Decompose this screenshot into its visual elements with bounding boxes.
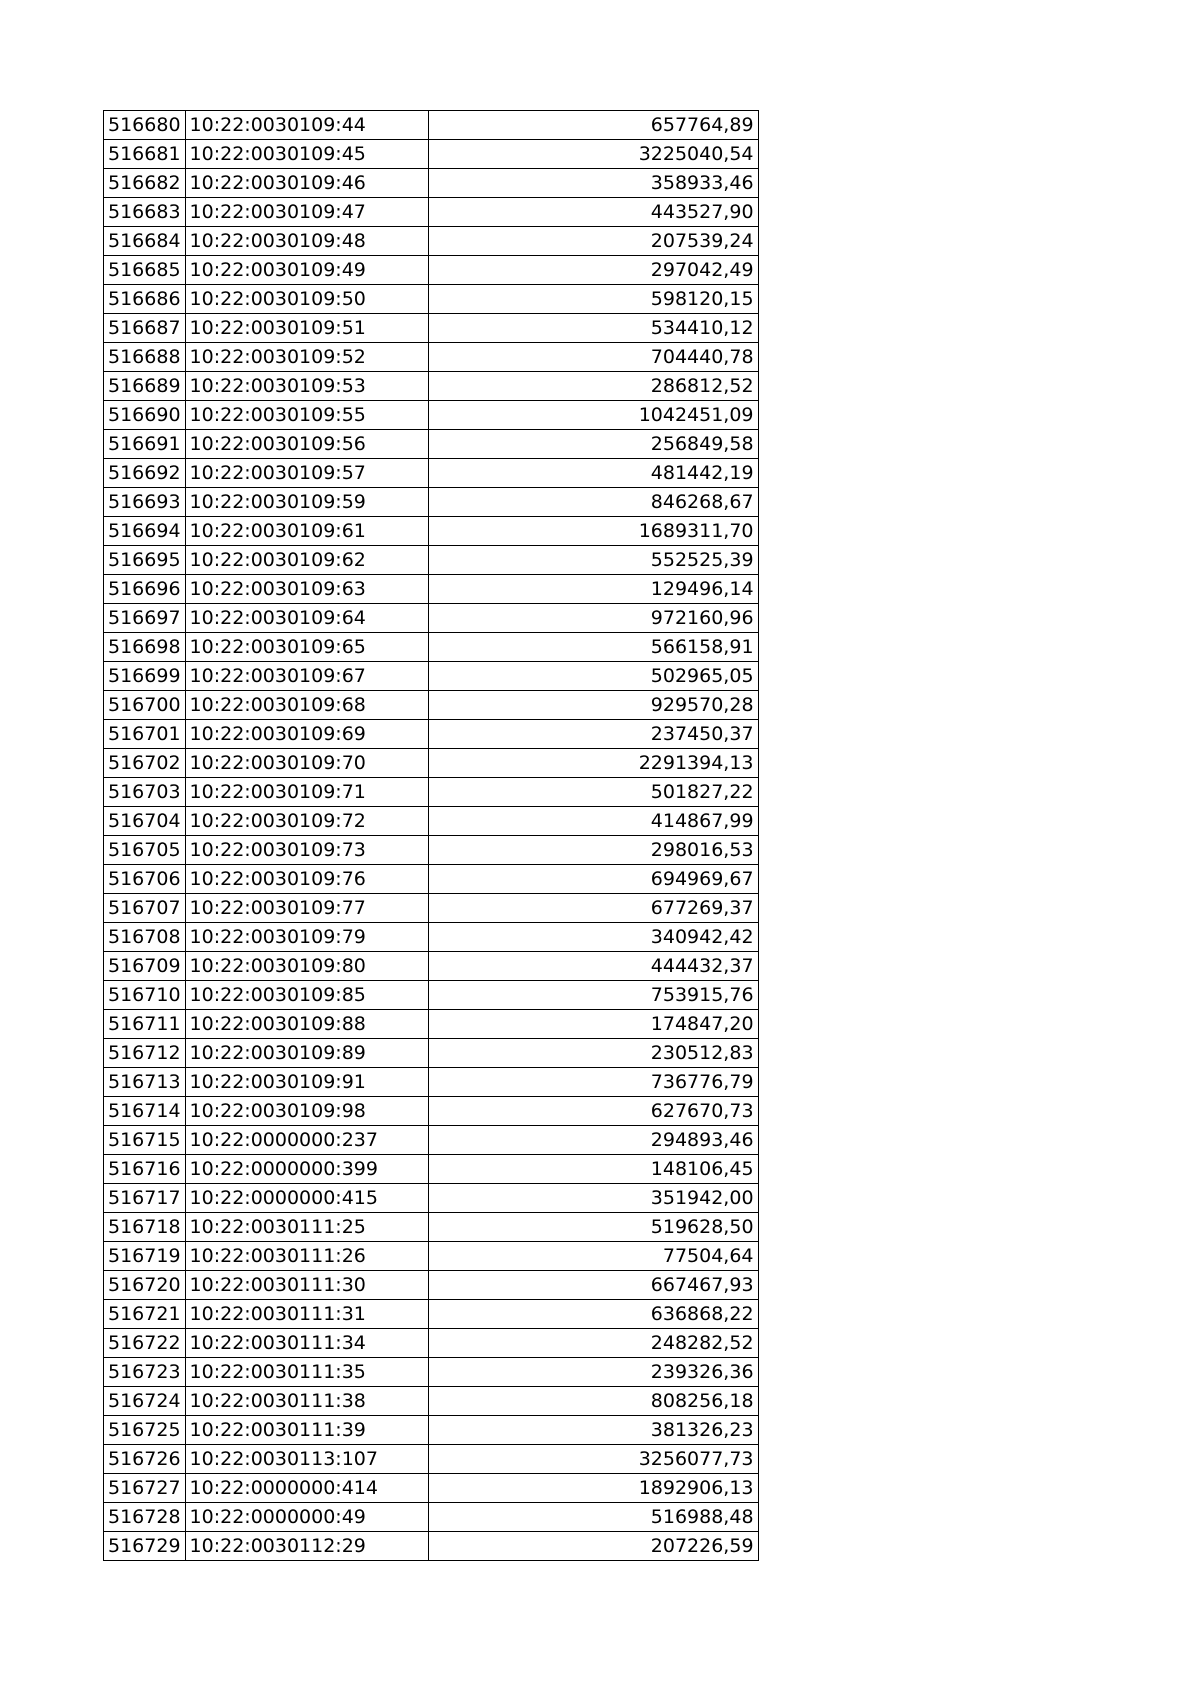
row-id-cell: 516704 [104, 807, 186, 836]
table-row [104, 1503, 759, 1532]
cadastral-number-cell: 10:22:0030109:69 [185, 720, 428, 749]
value-cell: 298016,53 [428, 836, 758, 865]
table-row [104, 372, 759, 401]
value-cell: 294893,46 [428, 1126, 758, 1155]
cadastral-number-cell: 10:22:0030109:98 [185, 1097, 428, 1126]
table-row [104, 546, 759, 575]
value-cell: 736776,79 [428, 1068, 758, 1097]
cadastral-number-cell: 10:22:0030109:76 [185, 865, 428, 894]
value-cell: 237450,37 [428, 720, 758, 749]
table-row [104, 459, 759, 488]
row-id-cell: 516723 [104, 1358, 186, 1387]
row-id-cell: 516706 [104, 865, 186, 894]
value-cell: 1689311,70 [428, 517, 758, 546]
value-cell: 351942,00 [428, 1184, 758, 1213]
value-cell: 481442,19 [428, 459, 758, 488]
cadastral-number-cell: 10:22:0030109:64 [185, 604, 428, 633]
row-id-cell: 516703 [104, 778, 186, 807]
value-cell: 502965,05 [428, 662, 758, 691]
table-row [104, 923, 759, 952]
table-row [104, 1126, 759, 1155]
value-cell: 381326,23 [428, 1416, 758, 1445]
table-row [104, 865, 759, 894]
row-id-cell: 516681 [104, 140, 186, 169]
data-table [103, 110, 759, 1561]
table-row [104, 691, 759, 720]
table-row [104, 1213, 759, 1242]
cadastral-number-cell: 10:22:0000000:237 [185, 1126, 428, 1155]
value-cell: 534410,12 [428, 314, 758, 343]
table-row [104, 314, 759, 343]
value-cell: 129496,14 [428, 575, 758, 604]
value-cell: 519628,50 [428, 1213, 758, 1242]
value-cell: 286812,52 [428, 372, 758, 401]
cadastral-number-cell: 10:22:0030109:55 [185, 401, 428, 430]
cadastral-number-cell: 10:22:0030109:50 [185, 285, 428, 314]
cadastral-number-cell: 10:22:0030109:68 [185, 691, 428, 720]
value-cell: 230512,83 [428, 1039, 758, 1068]
cadastral-number-cell: 10:22:0030109:80 [185, 952, 428, 981]
table-row [104, 1242, 759, 1271]
value-cell: 297042,49 [428, 256, 758, 285]
value-cell: 704440,78 [428, 343, 758, 372]
table-row [104, 778, 759, 807]
row-id-cell: 516691 [104, 430, 186, 459]
table-row [104, 981, 759, 1010]
row-id-cell: 516716 [104, 1155, 186, 1184]
cadastral-number-cell: 10:22:0030109:73 [185, 836, 428, 865]
row-id-cell: 516712 [104, 1039, 186, 1068]
row-id-cell: 516694 [104, 517, 186, 546]
cadastral-number-cell: 10:22:0030111:30 [185, 1271, 428, 1300]
cadastral-number-cell: 10:22:0030109:61 [185, 517, 428, 546]
row-id-cell: 516728 [104, 1503, 186, 1532]
cadastral-number-cell: 10:22:0030109:65 [185, 633, 428, 662]
table-row [104, 1097, 759, 1126]
row-id-cell: 516693 [104, 488, 186, 517]
value-cell: 174847,20 [428, 1010, 758, 1039]
table-row [104, 517, 759, 546]
cadastral-number-cell: 10:22:0030111:31 [185, 1300, 428, 1329]
value-cell: 627670,73 [428, 1097, 758, 1126]
table-row [104, 836, 759, 865]
value-cell: 248282,52 [428, 1329, 758, 1358]
cadastral-number-cell: 10:22:0030109:71 [185, 778, 428, 807]
cadastral-number-cell: 10:22:0030109:88 [185, 1010, 428, 1039]
cadastral-number-cell: 10:22:0000000:399 [185, 1155, 428, 1184]
value-cell: 657764,89 [428, 111, 758, 140]
table-body [104, 111, 759, 1561]
value-cell: 667467,93 [428, 1271, 758, 1300]
table-row [104, 1300, 759, 1329]
row-id-cell: 516711 [104, 1010, 186, 1039]
table-row [104, 169, 759, 198]
value-cell: 207539,24 [428, 227, 758, 256]
table-row [104, 227, 759, 256]
table-row [104, 1271, 759, 1300]
row-id-cell: 516724 [104, 1387, 186, 1416]
table-row [104, 1474, 759, 1503]
cadastral-number-cell: 10:22:0030111:38 [185, 1387, 428, 1416]
table-row [104, 401, 759, 430]
row-id-cell: 516696 [104, 575, 186, 604]
value-cell: 340942,42 [428, 923, 758, 952]
table-row [104, 140, 759, 169]
cadastral-number-cell: 10:22:0030111:26 [185, 1242, 428, 1271]
row-id-cell: 516686 [104, 285, 186, 314]
cadastral-number-cell: 10:22:0030109:56 [185, 430, 428, 459]
row-id-cell: 516713 [104, 1068, 186, 1097]
table-row [104, 894, 759, 923]
row-id-cell: 516685 [104, 256, 186, 285]
table-row [104, 198, 759, 227]
table-row [104, 430, 759, 459]
value-cell: 566158,91 [428, 633, 758, 662]
value-cell: 414867,99 [428, 807, 758, 836]
row-id-cell: 516718 [104, 1213, 186, 1242]
cadastral-number-cell: 10:22:0030109:44 [185, 111, 428, 140]
table-row [104, 1184, 759, 1213]
cadastral-number-cell: 10:22:0030109:46 [185, 169, 428, 198]
value-cell: 3225040,54 [428, 140, 758, 169]
row-id-cell: 516729 [104, 1532, 186, 1561]
value-cell: 444432,37 [428, 952, 758, 981]
row-id-cell: 516705 [104, 836, 186, 865]
table-row [104, 662, 759, 691]
value-cell: 598120,15 [428, 285, 758, 314]
value-cell: 2291394,13 [428, 749, 758, 778]
row-id-cell: 516702 [104, 749, 186, 778]
value-cell: 516988,48 [428, 1503, 758, 1532]
row-id-cell: 516701 [104, 720, 186, 749]
row-id-cell: 516692 [104, 459, 186, 488]
value-cell: 256849,58 [428, 430, 758, 459]
value-cell: 677269,37 [428, 894, 758, 923]
cadastral-number-cell: 10:22:0030109:52 [185, 343, 428, 372]
value-cell: 501827,22 [428, 778, 758, 807]
table-row [104, 807, 759, 836]
table-row [104, 1387, 759, 1416]
row-id-cell: 516688 [104, 343, 186, 372]
row-id-cell: 516710 [104, 981, 186, 1010]
cadastral-number-cell: 10:22:0030109:85 [185, 981, 428, 1010]
table-row [104, 343, 759, 372]
table-row [104, 1358, 759, 1387]
row-id-cell: 516682 [104, 169, 186, 198]
row-id-cell: 516715 [104, 1126, 186, 1155]
row-id-cell: 516722 [104, 1329, 186, 1358]
value-cell: 846268,67 [428, 488, 758, 517]
table-row [104, 952, 759, 981]
value-cell: 694969,67 [428, 865, 758, 894]
cadastral-number-cell: 10:22:0030109:91 [185, 1068, 428, 1097]
cadastral-number-cell: 10:22:0030109:49 [185, 256, 428, 285]
table-row [104, 749, 759, 778]
value-cell: 443527,90 [428, 198, 758, 227]
cadastral-number-cell: 10:22:0030109:79 [185, 923, 428, 952]
cadastral-number-cell: 10:22:0030109:67 [185, 662, 428, 691]
row-id-cell: 516687 [104, 314, 186, 343]
cadastral-number-cell: 10:22:0030109:72 [185, 807, 428, 836]
cadastral-number-cell: 10:22:0000000:415 [185, 1184, 428, 1213]
value-cell: 1892906,13 [428, 1474, 758, 1503]
value-cell: 636868,22 [428, 1300, 758, 1329]
row-id-cell: 516698 [104, 633, 186, 662]
value-cell: 148106,45 [428, 1155, 758, 1184]
table-row [104, 1445, 759, 1474]
cadastral-number-cell: 10:22:0030109:57 [185, 459, 428, 488]
row-id-cell: 516689 [104, 372, 186, 401]
table-row [104, 1068, 759, 1097]
cadastral-number-cell: 10:22:0030111:35 [185, 1358, 428, 1387]
value-cell: 3256077,73 [428, 1445, 758, 1474]
row-id-cell: 516717 [104, 1184, 186, 1213]
row-id-cell: 516684 [104, 227, 186, 256]
row-id-cell: 516683 [104, 198, 186, 227]
row-id-cell: 516699 [104, 662, 186, 691]
cadastral-number-cell: 10:22:0030109:47 [185, 198, 428, 227]
table-row [104, 575, 759, 604]
row-id-cell: 516707 [104, 894, 186, 923]
cadastral-number-cell: 10:22:0030109:45 [185, 140, 428, 169]
row-id-cell: 516721 [104, 1300, 186, 1329]
cadastral-number-cell: 10:22:0000000:49 [185, 1503, 428, 1532]
value-cell: 207226,59 [428, 1532, 758, 1561]
table-row [104, 1532, 759, 1561]
value-cell: 753915,76 [428, 981, 758, 1010]
value-cell: 239326,36 [428, 1358, 758, 1387]
cadastral-number-cell: 10:22:0030109:51 [185, 314, 428, 343]
row-id-cell: 516714 [104, 1097, 186, 1126]
table-row [104, 1010, 759, 1039]
value-cell: 972160,96 [428, 604, 758, 633]
value-cell: 552525,39 [428, 546, 758, 575]
table-row [104, 285, 759, 314]
row-id-cell: 516726 [104, 1445, 186, 1474]
cadastral-number-cell: 10:22:0030109:63 [185, 575, 428, 604]
value-cell: 929570,28 [428, 691, 758, 720]
cadastral-number-cell: 10:22:0030112:29 [185, 1532, 428, 1561]
cadastral-number-cell: 10:22:0030111:39 [185, 1416, 428, 1445]
table-row [104, 111, 759, 140]
cadastral-number-cell: 10:22:0030109:89 [185, 1039, 428, 1068]
table-row [104, 1155, 759, 1184]
cadastral-number-cell: 10:22:0030109:59 [185, 488, 428, 517]
table-row [104, 1039, 759, 1068]
row-id-cell: 516727 [104, 1474, 186, 1503]
table-row [104, 488, 759, 517]
row-id-cell: 516700 [104, 691, 186, 720]
row-id-cell: 516720 [104, 1271, 186, 1300]
row-id-cell: 516695 [104, 546, 186, 575]
cadastral-number-cell: 10:22:0030109:70 [185, 749, 428, 778]
value-cell: 77504,64 [428, 1242, 758, 1271]
cadastral-number-cell: 10:22:0030111:34 [185, 1329, 428, 1358]
row-id-cell: 516725 [104, 1416, 186, 1445]
table-row [104, 604, 759, 633]
value-cell: 808256,18 [428, 1387, 758, 1416]
cadastral-number-cell: 10:22:0030109:77 [185, 894, 428, 923]
row-id-cell: 516697 [104, 604, 186, 633]
row-id-cell: 516690 [104, 401, 186, 430]
cadastral-number-cell: 10:22:0030109:48 [185, 227, 428, 256]
row-id-cell: 516708 [104, 923, 186, 952]
table-row [104, 633, 759, 662]
cadastral-number-cell: 10:22:0030109:53 [185, 372, 428, 401]
row-id-cell: 516680 [104, 111, 186, 140]
table-row [104, 1329, 759, 1358]
cadastral-number-cell: 10:22:0030113:107 [185, 1445, 428, 1474]
value-cell: 1042451,09 [428, 401, 758, 430]
row-id-cell: 516709 [104, 952, 186, 981]
row-id-cell: 516719 [104, 1242, 186, 1271]
table-row [104, 256, 759, 285]
table-row [104, 1416, 759, 1445]
cadastral-number-cell: 10:22:0000000:414 [185, 1474, 428, 1503]
cadastral-number-cell: 10:22:0030111:25 [185, 1213, 428, 1242]
cadastral-number-cell: 10:22:0030109:62 [185, 546, 428, 575]
table-row [104, 720, 759, 749]
value-cell: 358933,46 [428, 169, 758, 198]
